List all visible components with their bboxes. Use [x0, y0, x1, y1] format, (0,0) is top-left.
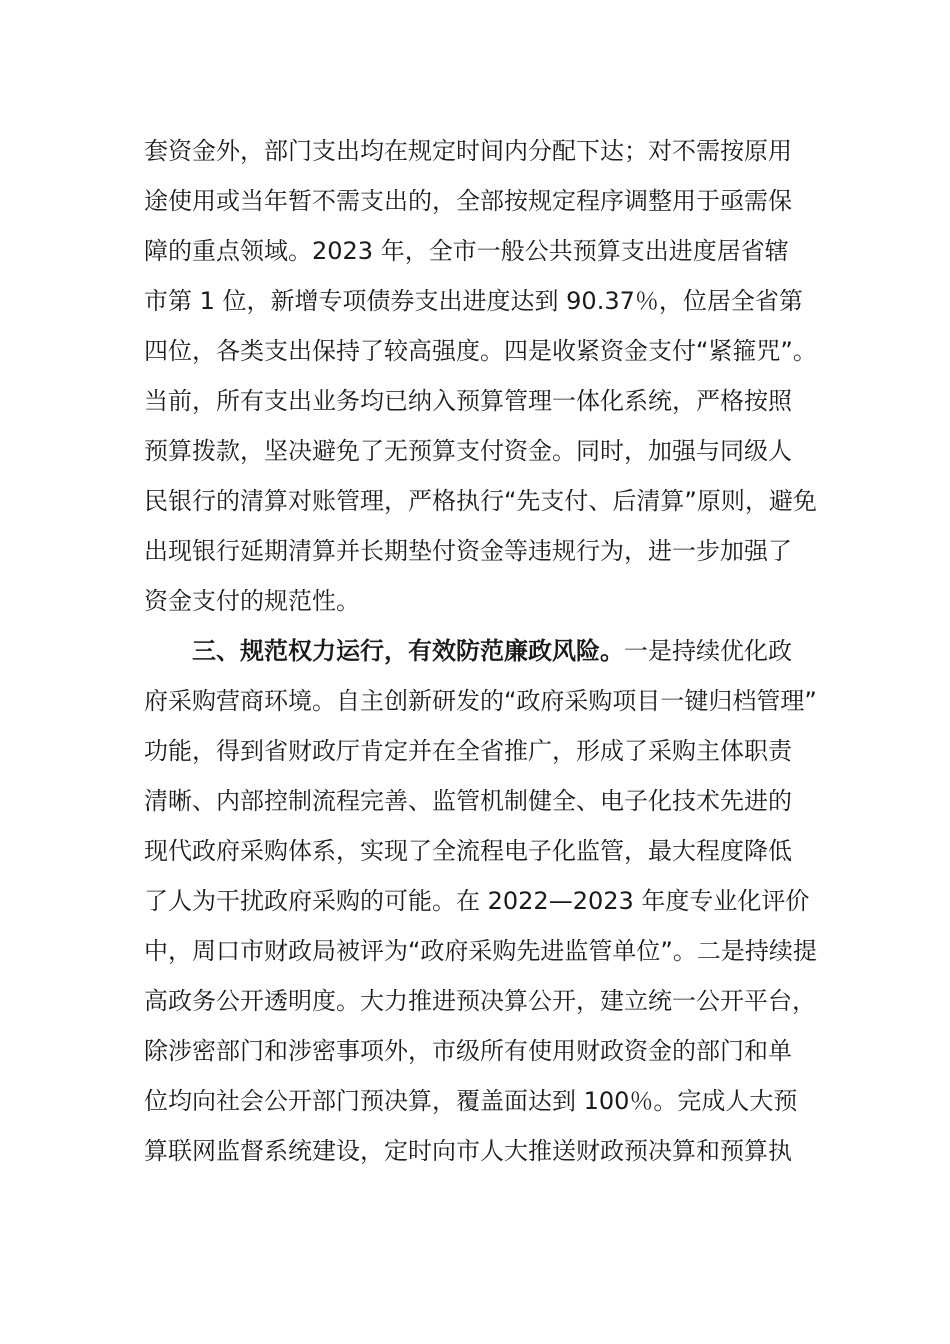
section-first-line-text: 一是持续优化政 [624, 637, 792, 665]
paragraph-line: 资金支付的规范性。 [144, 587, 360, 615]
paragraph-line: 民银行的清算对账管理，严格执行“先支付、后清算”原则，避免 [144, 487, 817, 515]
paragraph-line: 当前，所有支出业务均已纳入预算管理一体化系统，严格按照 [144, 387, 792, 415]
paragraph-line: 市第 1 位，新增专项债券支出进度达到 90.37％，位居全省第 [144, 287, 803, 315]
document-body [144, 126, 824, 1176]
paragraph-line: 障的重点领域。2023 年，全市一般公共预算支出进度居省辖 [144, 237, 789, 265]
paragraph-line: 预算拨款，坚决避免了无预算支付资金。同时，加强与同级人 [144, 437, 792, 465]
paragraph-line: 了人为干扰政府采购的可能。在 2022—2023 年度专业化评价 [144, 887, 810, 915]
paragraph-line: 中，周口市财政局被评为“政府采购先进监管单位”。二是持续提 [144, 937, 817, 965]
paragraph-line: 清晰、内部控制流程完善、监管机制健全、电子化技术先进的 [144, 787, 792, 815]
section-heading: 三、规范权力运行，有效防范廉政风险。 [192, 637, 624, 665]
section-first-line [144, 626, 824, 676]
paragraph-line: 四位，各类支出保持了较高强度。四是收紧资金支付“紧箍咒”。 [144, 337, 817, 365]
paragraph-line: 位均向社会公开部门预决算，覆盖面达到 100％。完成人大预 [144, 1087, 798, 1115]
paragraph-line: 现代政府采购体系，实现了全流程电子化监管，最大程度降低 [144, 837, 792, 865]
paragraph-line: 途使用或当年暂不需支出的，全部按规定程序调整用于亟需保 [144, 187, 792, 215]
paragraph-line: 功能，得到省财政厅肯定并在全省推广，形成了采购主体职责 [144, 737, 792, 765]
paragraph-line: 除涉密部门和涉密事项外，市级所有使用财政资金的部门和单 [144, 1037, 792, 1065]
paragraph-line: 套资金外，部门支出均在规定时间内分配下达；对不需按原用 [144, 137, 792, 165]
paragraph-line: 出现银行延期清算并长期垫付资金等违规行为，进一步加强了 [144, 537, 792, 565]
paragraph-line: 算联网监督系统建设，定时向市人大推送财政预决算和预算执 [144, 1137, 792, 1165]
paragraph-line: 高政务公开透明度。大力推进预决算公开，建立统一公开平台， [144, 987, 816, 1015]
paragraph-line: 府采购营商环境。自主创新研发的“政府采购项目一键归档管理” [144, 687, 817, 715]
